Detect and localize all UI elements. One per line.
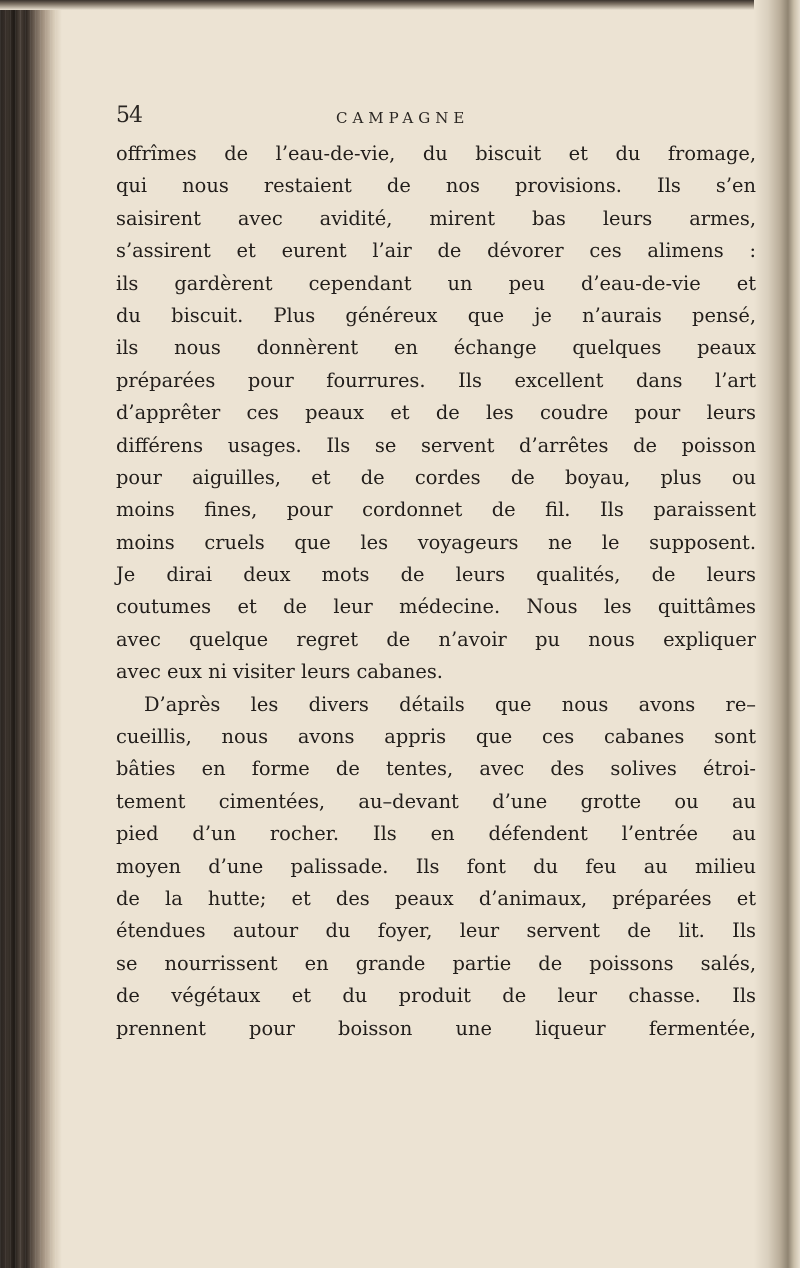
text-line: saisirent avec avidité, mirent bas leurs armes, [116,206,756,230]
text-line: de la hutte; et des peaux d’animaux, préparées et [116,886,756,910]
text-line: coutumes et de leur médecine. Nous les quittâmes [116,595,756,619]
text-line: moins fines, pour cordonnet de fil. Ils paraissent [116,498,756,522]
text-line: différens usages. Ils se servent d’arrêtes de poisson [116,433,756,457]
text-line: Je dirai deux mots de leurs qualités, de leurs [116,563,756,587]
text-line: qui nous restaient de nos provisions. Ils s’en [116,174,756,198]
text-line: prennent pour boisson une liqueur fermentée, [116,1016,756,1040]
text-line: étendues autour du foyer, leur servent de lit. Ils [116,919,756,943]
text-line: se nourrissent en grande partie de poissons salés, [116,951,756,975]
text-line: tement cimentées, au–devant d’une grotte ou au [116,789,756,813]
text-line: préparées pour fourrures. Ils excellent dans l’art [116,368,756,392]
text-line: s’assirent et eurent l’air de dévorer ces alimens : [116,239,756,263]
text-line: pour aiguilles, et de cordes de boyau, plus ou [116,465,756,489]
text-line: cueillis, nous avons appris que ces cabanes sont [116,725,756,749]
paragraph-end-line: avec eux ni visiter leurs cabanes. [116,660,443,684]
text-line: offrîmes de l’eau-de-vie, du biscuit et du fromage, [116,142,756,165]
text-line: ils gardèrent cependant un peu d’eau-de-vie et [116,271,756,295]
text-line: moyen d’une palissade. Ils font du feu au milieu [116,854,756,878]
running-head-title: CAMPAGNE [336,109,470,127]
text-line: de végétaux et du produit de leur chasse. Ils [116,984,756,1008]
text-line: moins cruels que les voyageurs ne le supposent. [116,530,756,554]
text-line: ils nous donnèrent en échange quelques peaux [116,336,756,360]
text-line: avec quelque regret de n’avoir pu nous expliquer [116,627,756,651]
text-line: d’apprêter ces peaux et de les coudre pour leurs [116,401,756,425]
text-line: du biscuit. Plus généreux que je n’aurais pensé, [116,303,756,327]
running-head [116,103,756,133]
text-line: pied d’un rocher. Ils en défendent l’entrée au [116,822,756,846]
text-line: bâties en forme de tentes, avec des solives étroi- [116,757,756,781]
paragraph-start-line: D’après les divers détails que nous avons re– [144,692,756,716]
page-number: 54 [116,103,142,128]
body-text [116,138,756,1045]
